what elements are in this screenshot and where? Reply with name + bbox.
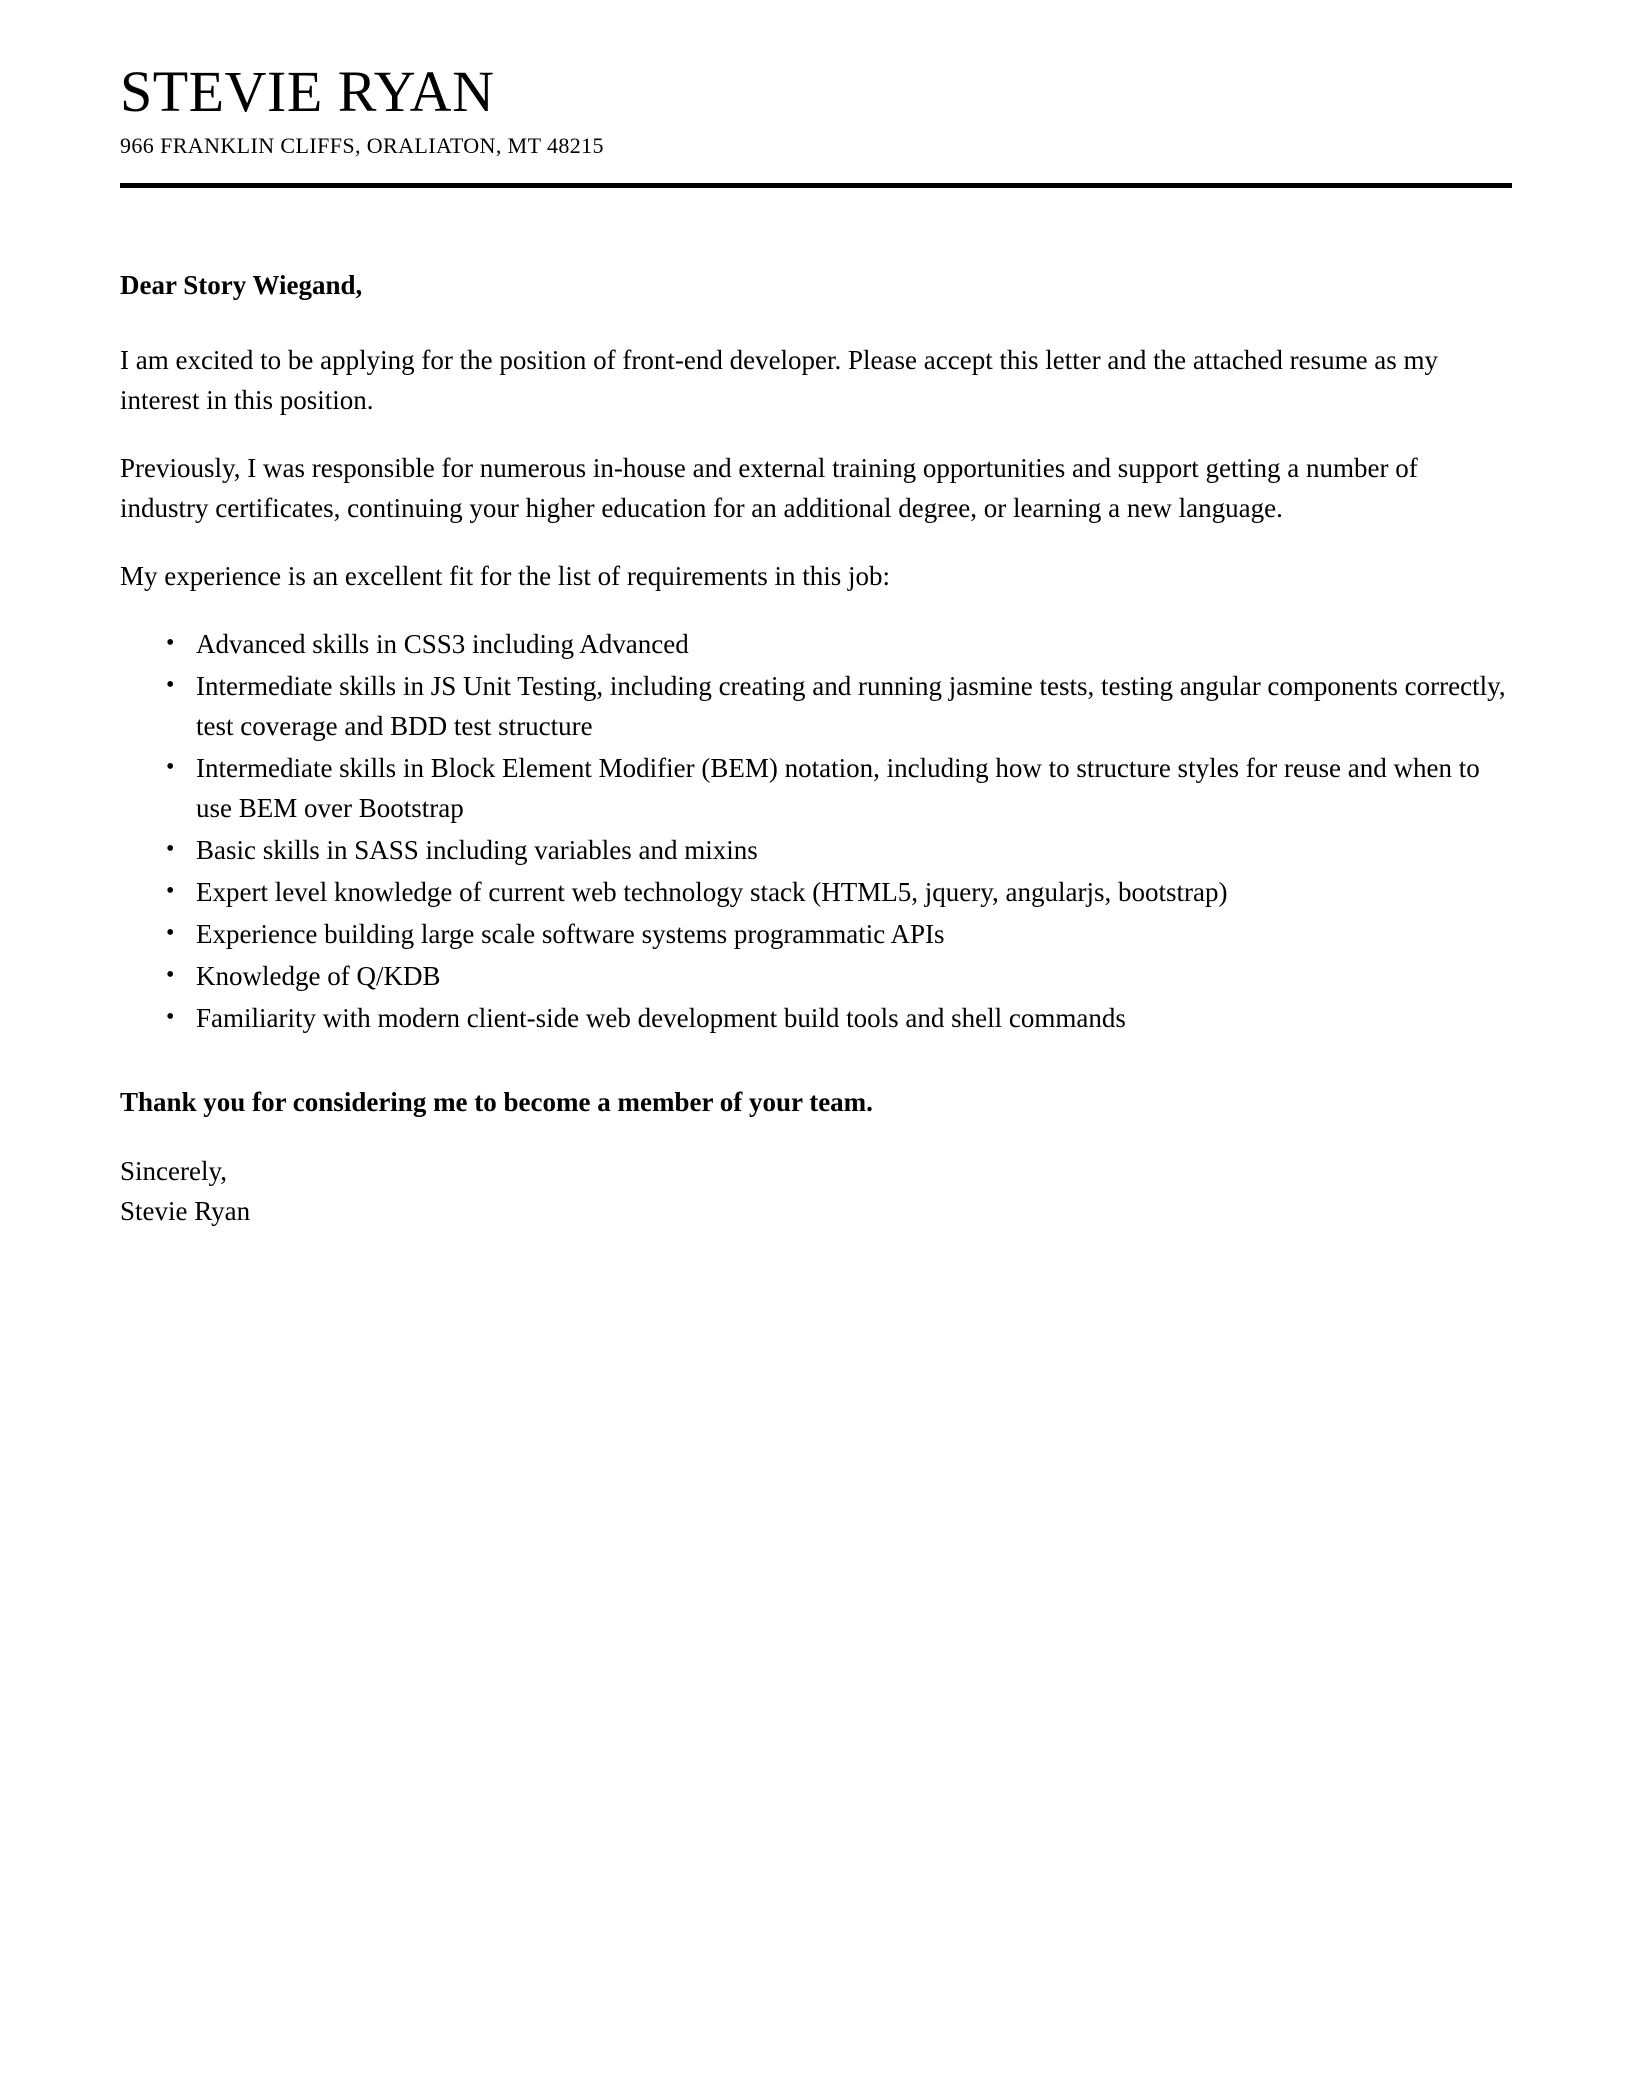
- letter-body: [120, 266, 1512, 1231]
- letterhead: [120, 59, 1512, 188]
- list-item: • Expert level knowledge of current web technology stack (HTML5, jquery, angularjs, bootstrap): [166, 873, 1511, 913]
- paragraph-intro: I am excited to be applying for the position of front-end developer. Please accept this letter and the attached resume as my interest in this position.: [120, 345, 1439, 416]
- salutation: Dear Story Wiegand,: [120, 270, 363, 301]
- paragraph-requirements-intro: My experience is an excellent fit for the list of requirements in this job:: [120, 561, 891, 592]
- list-item: • Intermediate skills in Block Element Modifier (BEM) notation, including how to structure styles for reuse and when to use BEM over Bootstrap: [166, 749, 1511, 829]
- signature-name: Stevie Ryan: [120, 1195, 251, 1226]
- applicant-address: 966 FRANKLIN CLIFFS, ORALIATON, MT 48215: [120, 132, 604, 158]
- paragraph-experience: Previously, I was responsible for numerous in-house and external training opportunities and support getting a number of industry certificates, continuing your higher education for an additional degree, or learning a new language.: [120, 453, 1418, 524]
- requirements-list: [120, 625, 1511, 1039]
- signoff-greeting: Sincerely,: [120, 1155, 227, 1186]
- list-item: • Experience building large scale software systems programmatic APIs: [166, 915, 1511, 955]
- list-item: • Basic skills in SASS including variables and mixins: [166, 831, 1511, 871]
- list-item: • Familiarity with modern client-side web development build tools and shell commands: [166, 999, 1511, 1039]
- letterhead-divider: [120, 183, 1512, 188]
- signature-block: [120, 1152, 1512, 1232]
- list-item: • Knowledge of Q/KDB: [166, 957, 1511, 997]
- list-item: • Intermediate skills in JS Unit Testing, including creating and running jasmine tests, testing angular components correctly, test coverage and BDD test structure: [166, 667, 1511, 747]
- applicant-name: STEVIE RYAN: [120, 59, 495, 124]
- list-item: • Advanced skills in CSS3 including Advanced: [166, 625, 1511, 665]
- closing-statement: Thank you for considering me to become a member of your team.: [120, 1086, 873, 1117]
